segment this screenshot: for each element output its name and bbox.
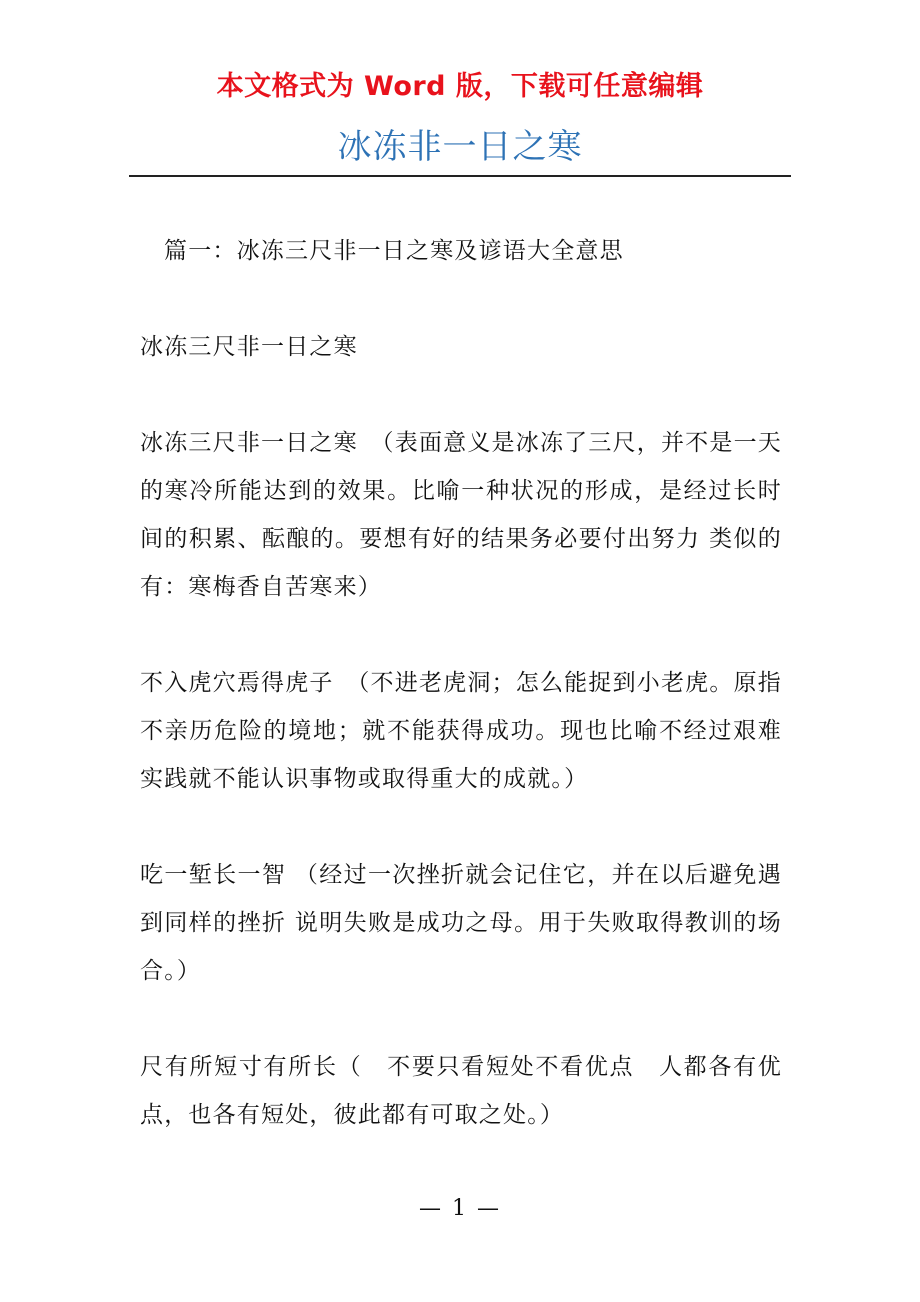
section-heading: 篇一：冰冻三尺非一日之寒及谚语大全意思: [164, 238, 624, 264]
idiom-paragraph: 不入虎穴焉得虎子 （不进老虎洞；怎么能捉到小老虎。原指不亲历危险的境地；就不能获得成功。现也比喻不经过艰难实践就不能认识事物或取得重大的成就。）: [140, 670, 782, 792]
idiom-heading: 冰冻三尺非一日之寒: [140, 334, 358, 360]
title-divider: [129, 175, 791, 177]
page-number: — 1 —: [419, 1196, 501, 1221]
idiom-paragraph: 尺有所短寸有所长（ 不要只看短处不看优点 人都各有优点，也各有短处，彼此都有可取之处。）: [140, 1054, 782, 1128]
document-title: 冰冻非一日之寒: [337, 127, 583, 167]
idiom-paragraph: 吃一堑长一智 （经过一次挫折就会记住它，并在以后避免遇到同样的挫折 说明失败是成功之母。用于失败取得教训的场合。）: [140, 862, 782, 984]
document-body: [140, 227, 782, 1187]
download-banner: 本文格式为 Word 版，下载可任意编辑: [216, 71, 704, 102]
idiom-paragraph: 冰冻三尺非一日之寒 （表面意义是冰冻了三尺，并不是一天的寒冷所能达到的效果。比喻一种状况的形成，是经过长时间的积累、酝酿的。要想有好的结果务必要付出努力 类似的有：寒梅香自苦寒来）: [140, 430, 782, 600]
